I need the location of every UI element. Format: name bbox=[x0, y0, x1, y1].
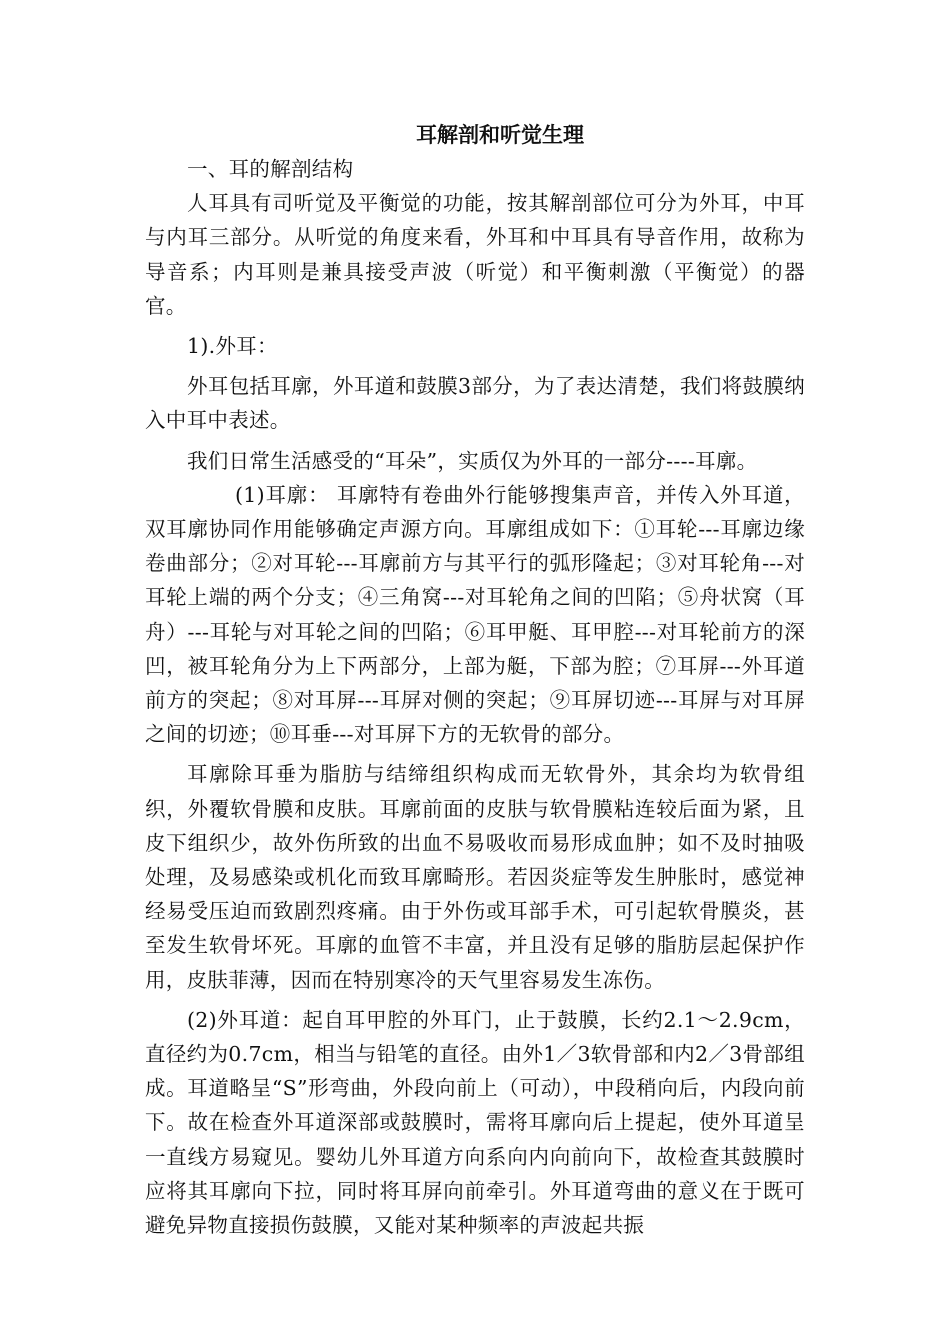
auricle-tissue-paragraph: 耳廓除耳垂为脂肪与结缔组织构成而无软骨外，其余均为软骨组织，外覆软骨膜和皮肤。耳廓前面的皮肤与软骨膜粘连较后面为紧，且皮下组织少，故外伤所致的出血不易吸收而易形成血肿；如不及时抽吸处理，及易感染或机化而致耳廓畸形。若因炎症等发生肿胀时，感觉神经易受压迫而致剧烈疼痛。由于外伤或耳部手术，可引起软骨膜炎，甚至发生软骨坏死。耳廓的血管不丰富，并且没有足够的脂肪层起保护作用，皮肤菲薄，因而在特别寒冷的天气里容易发生冻伤。 bbox=[145, 762, 805, 992]
outer-ear-paragraph: 外耳包括耳廓，外耳道和鼓膜3部分，为了表达清楚，我们将鼓膜纳入中耳中表述。 bbox=[145, 374, 805, 433]
ear-canal-paragraph: (2)外耳道：起自耳甲腔的外耳门，止于鼓膜，长约2.1～2.9cm，直径约为0.7cm，相当与铅笔的直径。由外1／3软骨部和内2／3骨部组成。耳道略呈“S”形弯曲，外段向前上（可动），中段稍向后，内段向前下。故在检查外耳道深部或鼓膜时，需将耳廓向后上提起，使外耳道呈一直线方易窥见。婴幼儿外耳道方向系向内向前向下，故检查其鼓膜时应将其耳廓向下拉，同时将耳屏向前牵引。外耳道弯曲的意义在于既可避免异物直接损伤鼓膜，又能对某种频率的声波起共振 bbox=[145, 1007, 805, 1238]
intro-paragraph: 人耳具有司听觉及平衡觉的功能，按其解剖部位可分为外耳，中耳与内耳三部分。从听觉的角度来看，外耳和中耳具有导音作用，故称为导音系；内耳则是兼具接受声波（听觉）和平衡刺激（平衡觉）的器官。 bbox=[145, 191, 805, 318]
document-page bbox=[145, 118, 805, 1242]
section-heading: 一、耳的解剖结构 bbox=[187, 157, 354, 181]
auricle-paragraph: (1)耳廓： 耳廓特有卷曲外行能够搜集声音，并传入外耳道，双耳廓协同作用能够确定声源方向。耳廓组成如下：①耳轮---耳廓边缘卷曲部分；②对耳轮---耳廓前方与其平行的弧形隆起；③对耳轮角---对耳轮上端的两个分支；④三角窝---对耳轮角之间的凹陷；⑤舟状窝（耳舟）---耳轮与对耳轮之间的凹陷；⑥耳甲艇、耳甲腔---对耳轮前方的深凹，被耳轮角分为上下两部分，上部为艇，下部为腔；⑦耳屏---外耳道前方的突起；⑧对耳屏---耳屏对侧的突起；⑨耳屏切迹---耳屏与对耳屏之间的切迹；⑩耳垂---对耳屏下方的无软骨的部分。 bbox=[145, 482, 805, 747]
daily-life-paragraph: 我们日常生活感受的“耳朵”，实质仅为外耳的一部分----耳廓。 bbox=[187, 448, 758, 473]
subheading-outer-ear: 1).外耳： bbox=[187, 334, 278, 359]
document-title: 耳解剖和听觉生理 bbox=[416, 122, 584, 147]
